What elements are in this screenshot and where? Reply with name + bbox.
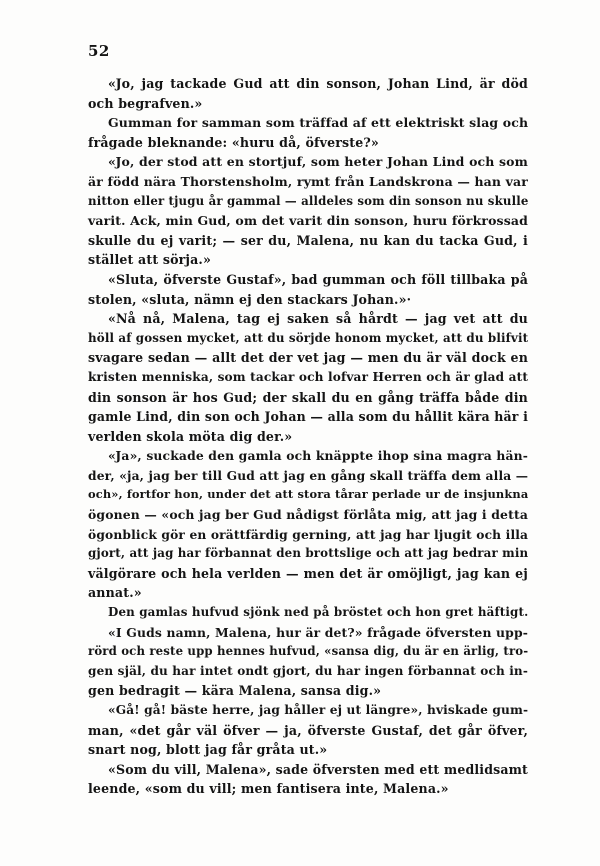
text-line: frågade bleknande: «huru då, öfverste?»	[88, 134, 379, 150]
text-line: «Jo, der stod att en stortjuf, som heter Johan Lind och som	[108, 154, 528, 170]
text-line: varit. Ack, min Gud, om det varit din sonson, huru förkrossad	[88, 213, 528, 229]
text-line: annat.»	[88, 585, 142, 601]
text-line: Gumman for samman som träffad af ett elektriskt slag och	[108, 115, 529, 131]
text-line: och», fortfor hon, under det att stora tårar perlade ur de insjunkna	[88, 487, 529, 502]
text-line: stolen, «sluta, nämn ej den stackars Johan.»·	[88, 291, 412, 307]
text-line: ögonen — «och jag ber Gud nådigst förlåta mig, att jag i detta	[88, 507, 528, 523]
page-number: 52	[88, 42, 110, 60]
text-line: skulle du ej varit; — ser du, Malena, nu kan du tacka Gud, i	[88, 232, 528, 248]
text-line: «Ja», suckade den gamla och knäppte ihop sina magra hän-	[108, 448, 528, 464]
text-line: gjort, att jag har förbannat den brottslige och att jag bedrar min	[88, 546, 529, 561]
text-line: leende, «som du vill; men fantisera inte, Malena.»	[88, 781, 449, 797]
text-line: der, «ja, jag ber till Gud att jag en gång skall träffa dem alla —	[88, 467, 529, 483]
text-line: «I Guds namn, Malena, hur är det?» frågade öfversten upp-	[108, 624, 529, 640]
text-line: din sonson är hos Gud; der skall du en gång träffa både din	[88, 389, 528, 405]
text-line: ögonblick gör en orättfärdig gerning, att jag har ljugit och illa	[88, 526, 529, 542]
text-line: är född nära Thorstensholm, rymt från Landskrona — han var	[88, 173, 528, 189]
text-line: «Gå! gå! bäste herre, jag håller ej ut längre», hviskade gum-	[108, 703, 529, 717]
text-line: «Som du vill, Malena», sade öfversten med ett medlidsamt	[108, 761, 528, 777]
text-line: «Nå nå, Malena, tag ej saken så hårdt — jag vet att du	[108, 311, 528, 327]
text-line: svagare sedan — allt det der vet jag — men du är väl dock en	[88, 350, 528, 366]
text-line: höll af gossen mycket, att du sörjde honom mycket, att du blifvit	[88, 330, 529, 345]
body-text	[88, 74, 528, 799]
text-line: gamle Lind, din son och Johan — alla som du hållit kära här i	[88, 409, 528, 425]
text-line: rörd och reste upp hennes hufvud, «sansa dig, du är en ärlig, tro-	[88, 644, 529, 659]
text-line: kristen menniska, som tackar och lofvar Herren och är glad att	[88, 369, 529, 384]
text-line: gen själ, du har intet ondt gjort, du har ingen förbannat och in-	[88, 663, 528, 678]
text-line: stället att sörja.»	[88, 252, 211, 268]
text-line: man, «det går väl öfver — ja, öfverste Gustaf, det går öfver,	[88, 722, 528, 738]
text-line: «Sluta, öfverste Gustaf», bad gumman och föll tillbaka på	[108, 271, 528, 287]
text-line: Den gamlas hufvud sjönk ned på bröstet och hon gret häftigt.	[108, 605, 529, 620]
text-line: nitton eller tjugu år gammal — alldeles som din sonson nu skulle	[88, 193, 529, 208]
text-line: «Jo, jag tackade Gud att din sonson, Johan Lind, är död	[108, 76, 528, 91]
text-line: välgörare och hela verlden — men det är omöjligt, jag kan ej	[88, 565, 528, 581]
text-line: snart nog, blott jag får gråta ut.»	[88, 742, 328, 758]
text-line: verlden skola möta dig der.»	[88, 428, 293, 444]
text-line: och begrafven.»	[88, 95, 203, 111]
text-line: gen bedragit — kära Malena, sansa dig.»	[88, 683, 382, 699]
